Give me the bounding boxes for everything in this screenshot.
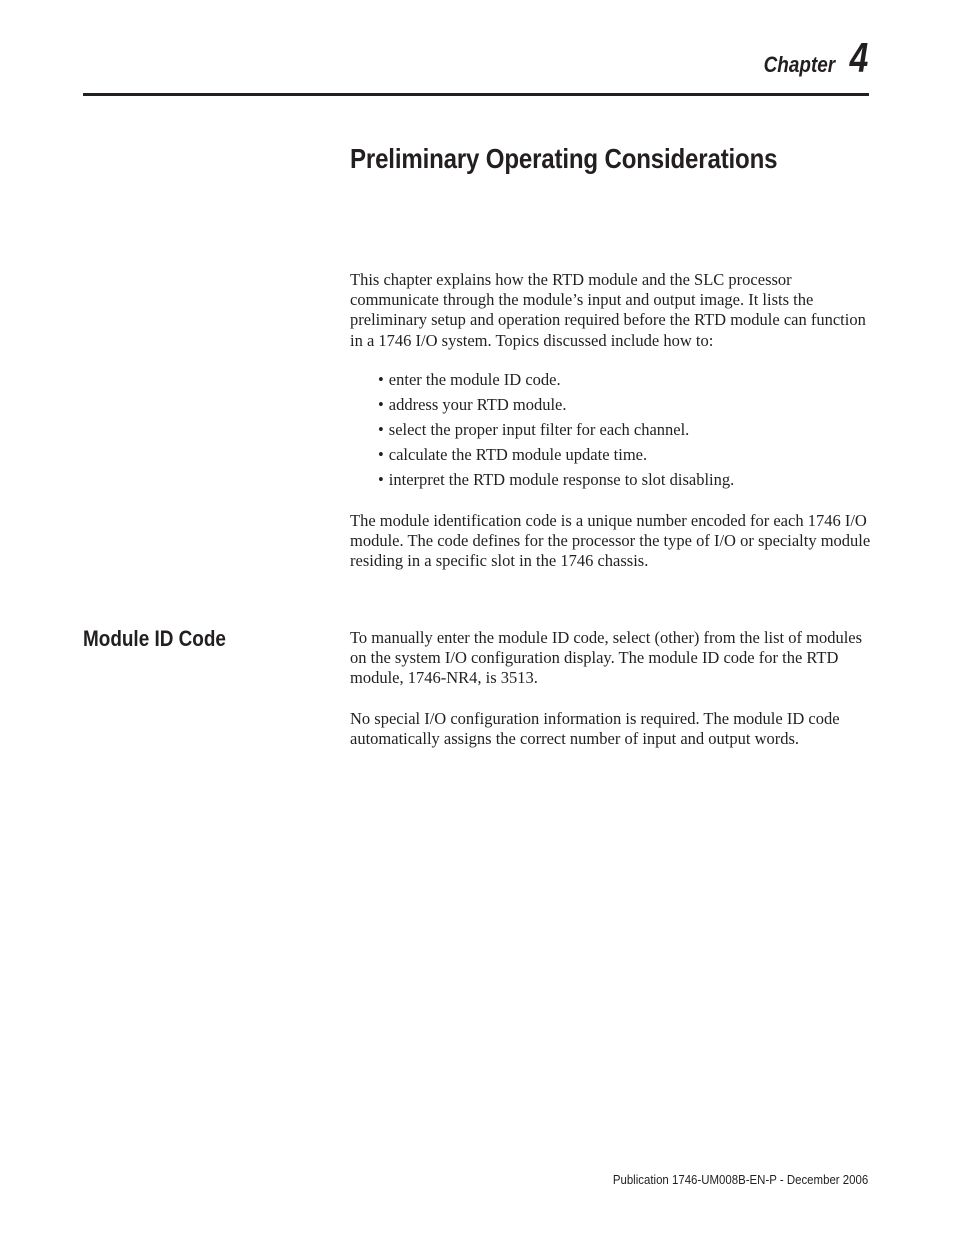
list-item [378, 370, 734, 395]
intro-paragraph: This chapter explains how the RTD module and the SLC processor communicate through the module’s input and output image. It lists the preliminary setup and operation required before the RTD module can function in a 1746 I/O system. Topics discussed include how to: [350, 270, 866, 350]
chapter-header [752, 34, 868, 82]
list-item-text: calculate the RTD module update time. [388, 445, 648, 464]
list-item [378, 445, 734, 470]
list-item-text: select the proper input filter for each channel. [388, 420, 690, 439]
page-title: Preliminary Operating Considerations [350, 143, 778, 174]
topics-list [378, 370, 734, 495]
chapter-label: Chapter [763, 52, 835, 77]
section-paragraph-2: No special I/O configuration information is required. The module ID code automatically assigns the correct number of input and output words. [350, 709, 840, 749]
bullet-icon: • [378, 395, 384, 414]
section-heading: Module ID Code [83, 626, 226, 651]
section-paragraph-1: To manually enter the module ID code, select (other) from the list of modules on the system I/O configuration display. The module ID code for the RTD module, 1746-NR4, is 3513. [350, 628, 863, 688]
list-item [378, 420, 734, 445]
list-item-text: interpret the RTD module response to slot disabling. [388, 470, 735, 489]
header-rule [83, 93, 869, 96]
publication-footer: Publication 1746-UM008B-EN-P - December 2006 [612, 1172, 868, 1187]
bullet-icon: • [378, 420, 384, 439]
bullet-icon: • [378, 470, 384, 489]
chapter-number: 4 [849, 34, 868, 81]
list-item-text: enter the module ID code. [388, 370, 561, 389]
list-item-text: address your RTD module. [388, 395, 567, 414]
bullet-icon: • [378, 445, 384, 464]
bullet-icon: • [378, 370, 384, 389]
list-item [378, 470, 734, 495]
list-item [378, 395, 734, 420]
module-id-intro-paragraph: The module identification code is a unique number encoded for each 1746 I/O module. The code defines for the processor the type of I/O or specialty module residing in a specific slot in the 1746 chassis. [350, 511, 871, 571]
